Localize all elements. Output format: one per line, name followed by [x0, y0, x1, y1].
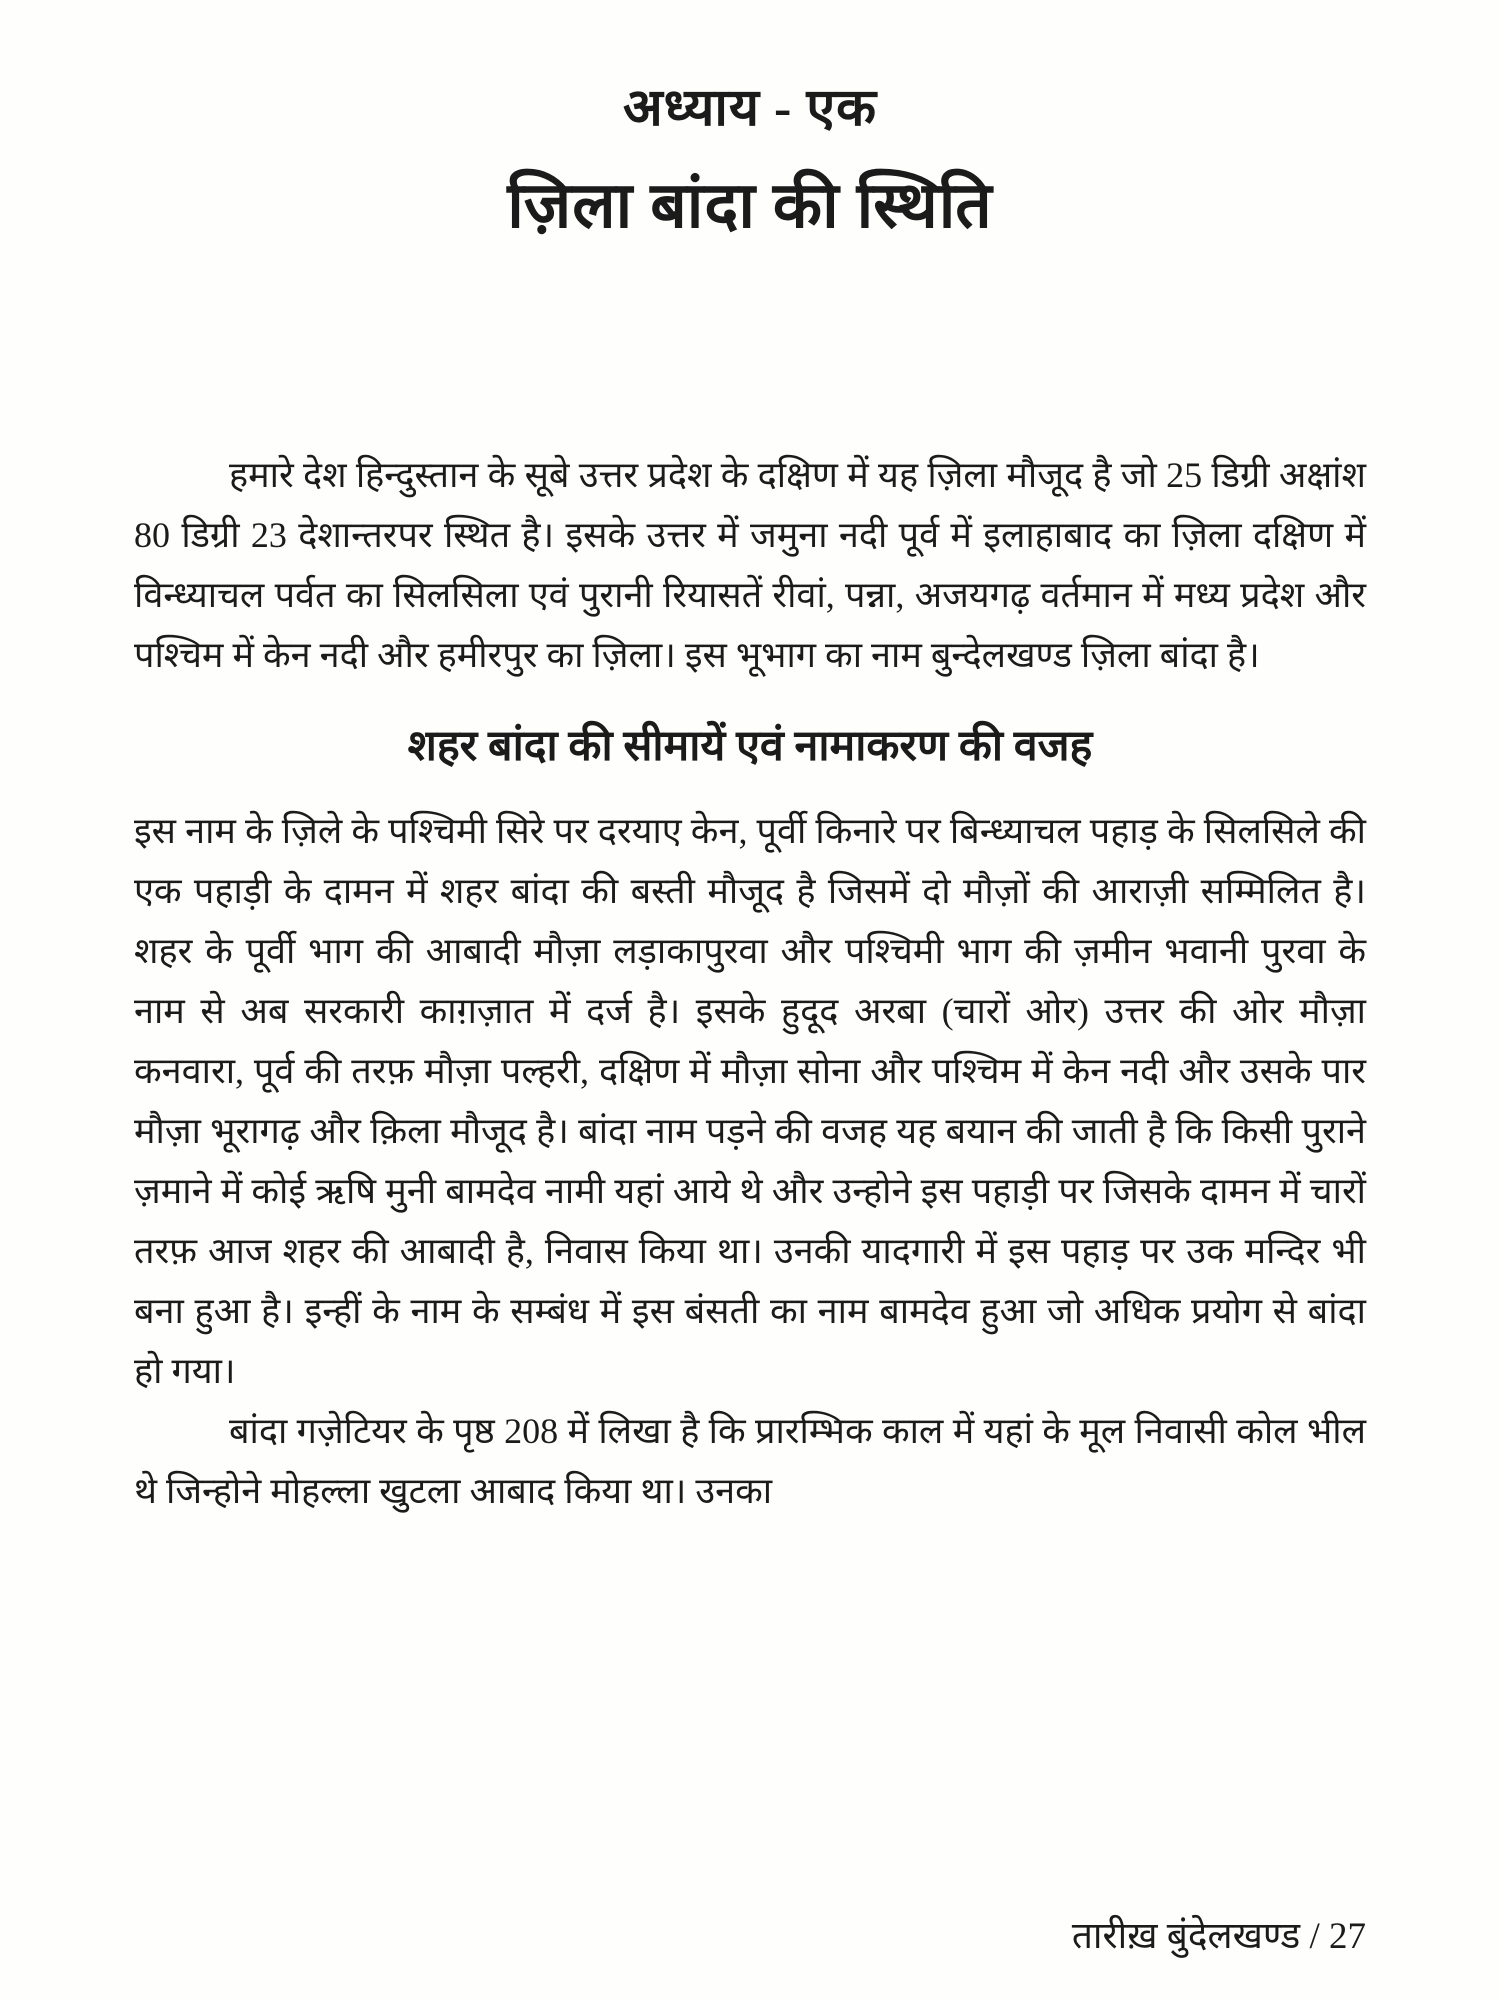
chapter-title: अध्याय - एक: [622, 80, 878, 137]
body-text: [134, 445, 1366, 1521]
paragraph-city-boundaries: इस नाम के ज़िले के पश्चिमी सिरे पर दरयाए केन, पूर्वी किनारे पर बिन्ध्याचल पहाड़ के सिलसिले की एक पहाड़ी के दामन में शहर बांदा की बस्ती मौजूद है जिसमें दो मौज़ों की आराज़ी सम्मिलित है। शहर के पूर्वी भाग की आबादी मौज़ा लड़ाकापुरवा और पश्चिमी भाग की ज़मीन भवानी पुरवा के नाम से अब सरकारी काग़ज़ात में दर्ज है। इसके हुदूद अरबा (चारों ओर) उत्तर की ओर मौज़ा कनवारा, पूर्व की तरफ़ मौज़ा पल्हरी, दक्षिण में मौज़ा सोना और पश्चिम में केन नदी और उसके पार मौज़ा भूरागढ़ और क़िला मौजूद है। बांदा नाम पड़ने की वजह यह बयान की जाती है कि किसी पुराने ज़माने में कोई ऋषि मुनी बामदेव नामी यहां आये थे और उन्होने इस पहाड़ी पर जिसके दामन में चारों तरफ़ आज शहर की आबादी है, निवास किया था। उनकी यादगारी में इस पहाड़ पर उक मन्दिर भी बना हुआ है। इन्हीं के नाम के सम्बंध में इस बंसती का नाम बामदेव हुआ जो अधिक प्रयोग से बांदा हो गया।: [134, 810, 1366, 1391]
page-title: ज़िला बांदा की स्थिति: [507, 170, 993, 241]
section-heading: शहर बांदा की सीमायें एवं नामाकरण की वजह: [407, 723, 1093, 770]
paragraph-gazetteer: बांदा गज़ेटियर के पृष्ठ 208 में लिखा है कि प्रारम्भिक काल में यहां के मूल निवासी कोल भील थे जिन्होने मोहल्ला खुटला आबाद किया था। उनका: [134, 1410, 1366, 1511]
footer-text: तारीख़ बुंदेलखण्ड / 27: [1071, 1916, 1366, 1957]
paragraph-intro: हमारे देश हिन्दुस्तान के सूबे उत्तर प्रदेश के दक्षिण में यह ज़िला मौजूद है जो 25 डिग्री अक्षांश 80 डिग्री 23 देशान्तरपर स्थित है। इसके उत्तर में जमुना नदी पूर्व में इलाहाबाद का ज़िला दक्षिण में विन्ध्याचल पर्वत का सिलसिला एवं पुरानी रियासतें रीवां, पन्ना, अजयगढ़ वर्तमान में मध्य प्रदेश और पश्चिम में केन नदी और हमीरपुर का ज़िला। इस भूभाग का नाम बुन्देलखण्ड ज़िला बांदा है।: [134, 455, 1366, 675]
page-footer: [134, 1908, 1366, 1959]
